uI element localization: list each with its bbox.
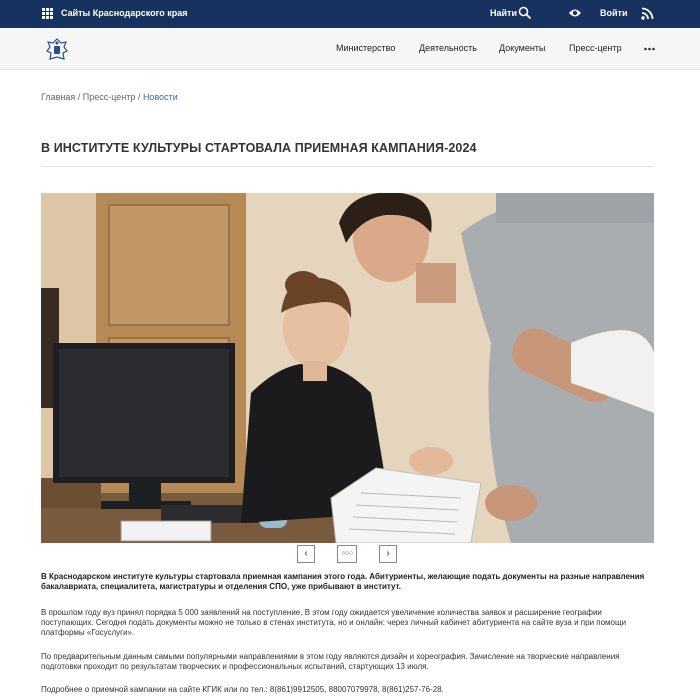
breadcrumb-separator: / [135,92,143,102]
breadcrumb [41,92,178,102]
rss-icon[interactable] [641,7,654,20]
main-navigation [0,28,700,70]
page-title: В ИНСТИТУТЕ КУЛЬТУРЫ СТАРТОВАЛА ПРИЕМНАЯ КАМПАНИЯ-2024 [41,141,477,155]
article-lead: В Краснодарском институте культуры стартовала приемная кампания этого года. Абитуриенты, желающие подать документы на разные направления бакалавриата, специалитета, магистратуры и отделения СПО, уже прибывают в институт. [41,572,645,591]
search-button[interactable]: Найти [490,8,517,18]
title-divider [41,166,654,167]
login-button[interactable]: Войти [600,8,628,18]
coat-of-arms-logo-icon[interactable] [42,35,72,65]
nav-documents[interactable]: Документы [499,43,546,53]
breadcrumb-press-center[interactable]: Пресс-центр [82,92,136,102]
article-paragraph: По предварительным данным самыми популярными направлениями в этом году являются дизайн и хореография. Зачисление на творческие направления подготовки проходит по результатам творческих и профессиональных испытаний, стартующих 13 июля. [41,652,620,671]
nav-activity[interactable]: Деятельность [419,43,477,53]
more-menu-icon[interactable] [644,47,655,51]
slider-pagination-dots[interactable]: ○○○ [337,545,357,563]
regional-sites-link[interactable]: Сайты Краснодарского края [61,8,188,18]
article-paragraph: Подробнее о приемной кампании на сайте КГИК или по тел.: 8(861)9912505, 88007079978, 8(861)257-76-28. [41,685,444,694]
nav-press-center[interactable]: Пресс-центр [569,43,622,53]
sites-grid-icon[interactable] [42,8,53,19]
nav-ministry[interactable]: Министерство [336,43,396,53]
slider-next-button[interactable]: › [379,545,397,563]
breadcrumb-current[interactable]: Новости [142,92,178,102]
accessibility-eye-icon[interactable] [568,7,582,19]
breadcrumb-home[interactable]: Главная [41,92,76,102]
search-icon[interactable] [518,6,532,20]
article-paragraph: В прошлом году вуз принял порядка 5 000 заявлений на поступление. В этом году ожидается увеличение количества заявок и расширение географии поступающих. Сегодня подать документы можно не только в стенах института, но и онлайн: через личный кабинет абитуриента на сайте вуза и при помощи платформы «Госуслуги». [41,608,627,637]
top-bar [0,0,700,28]
news-photo [41,193,654,543]
breadcrumb-separator: / [75,92,83,102]
slider-prev-button[interactable]: ‹ [297,545,315,563]
